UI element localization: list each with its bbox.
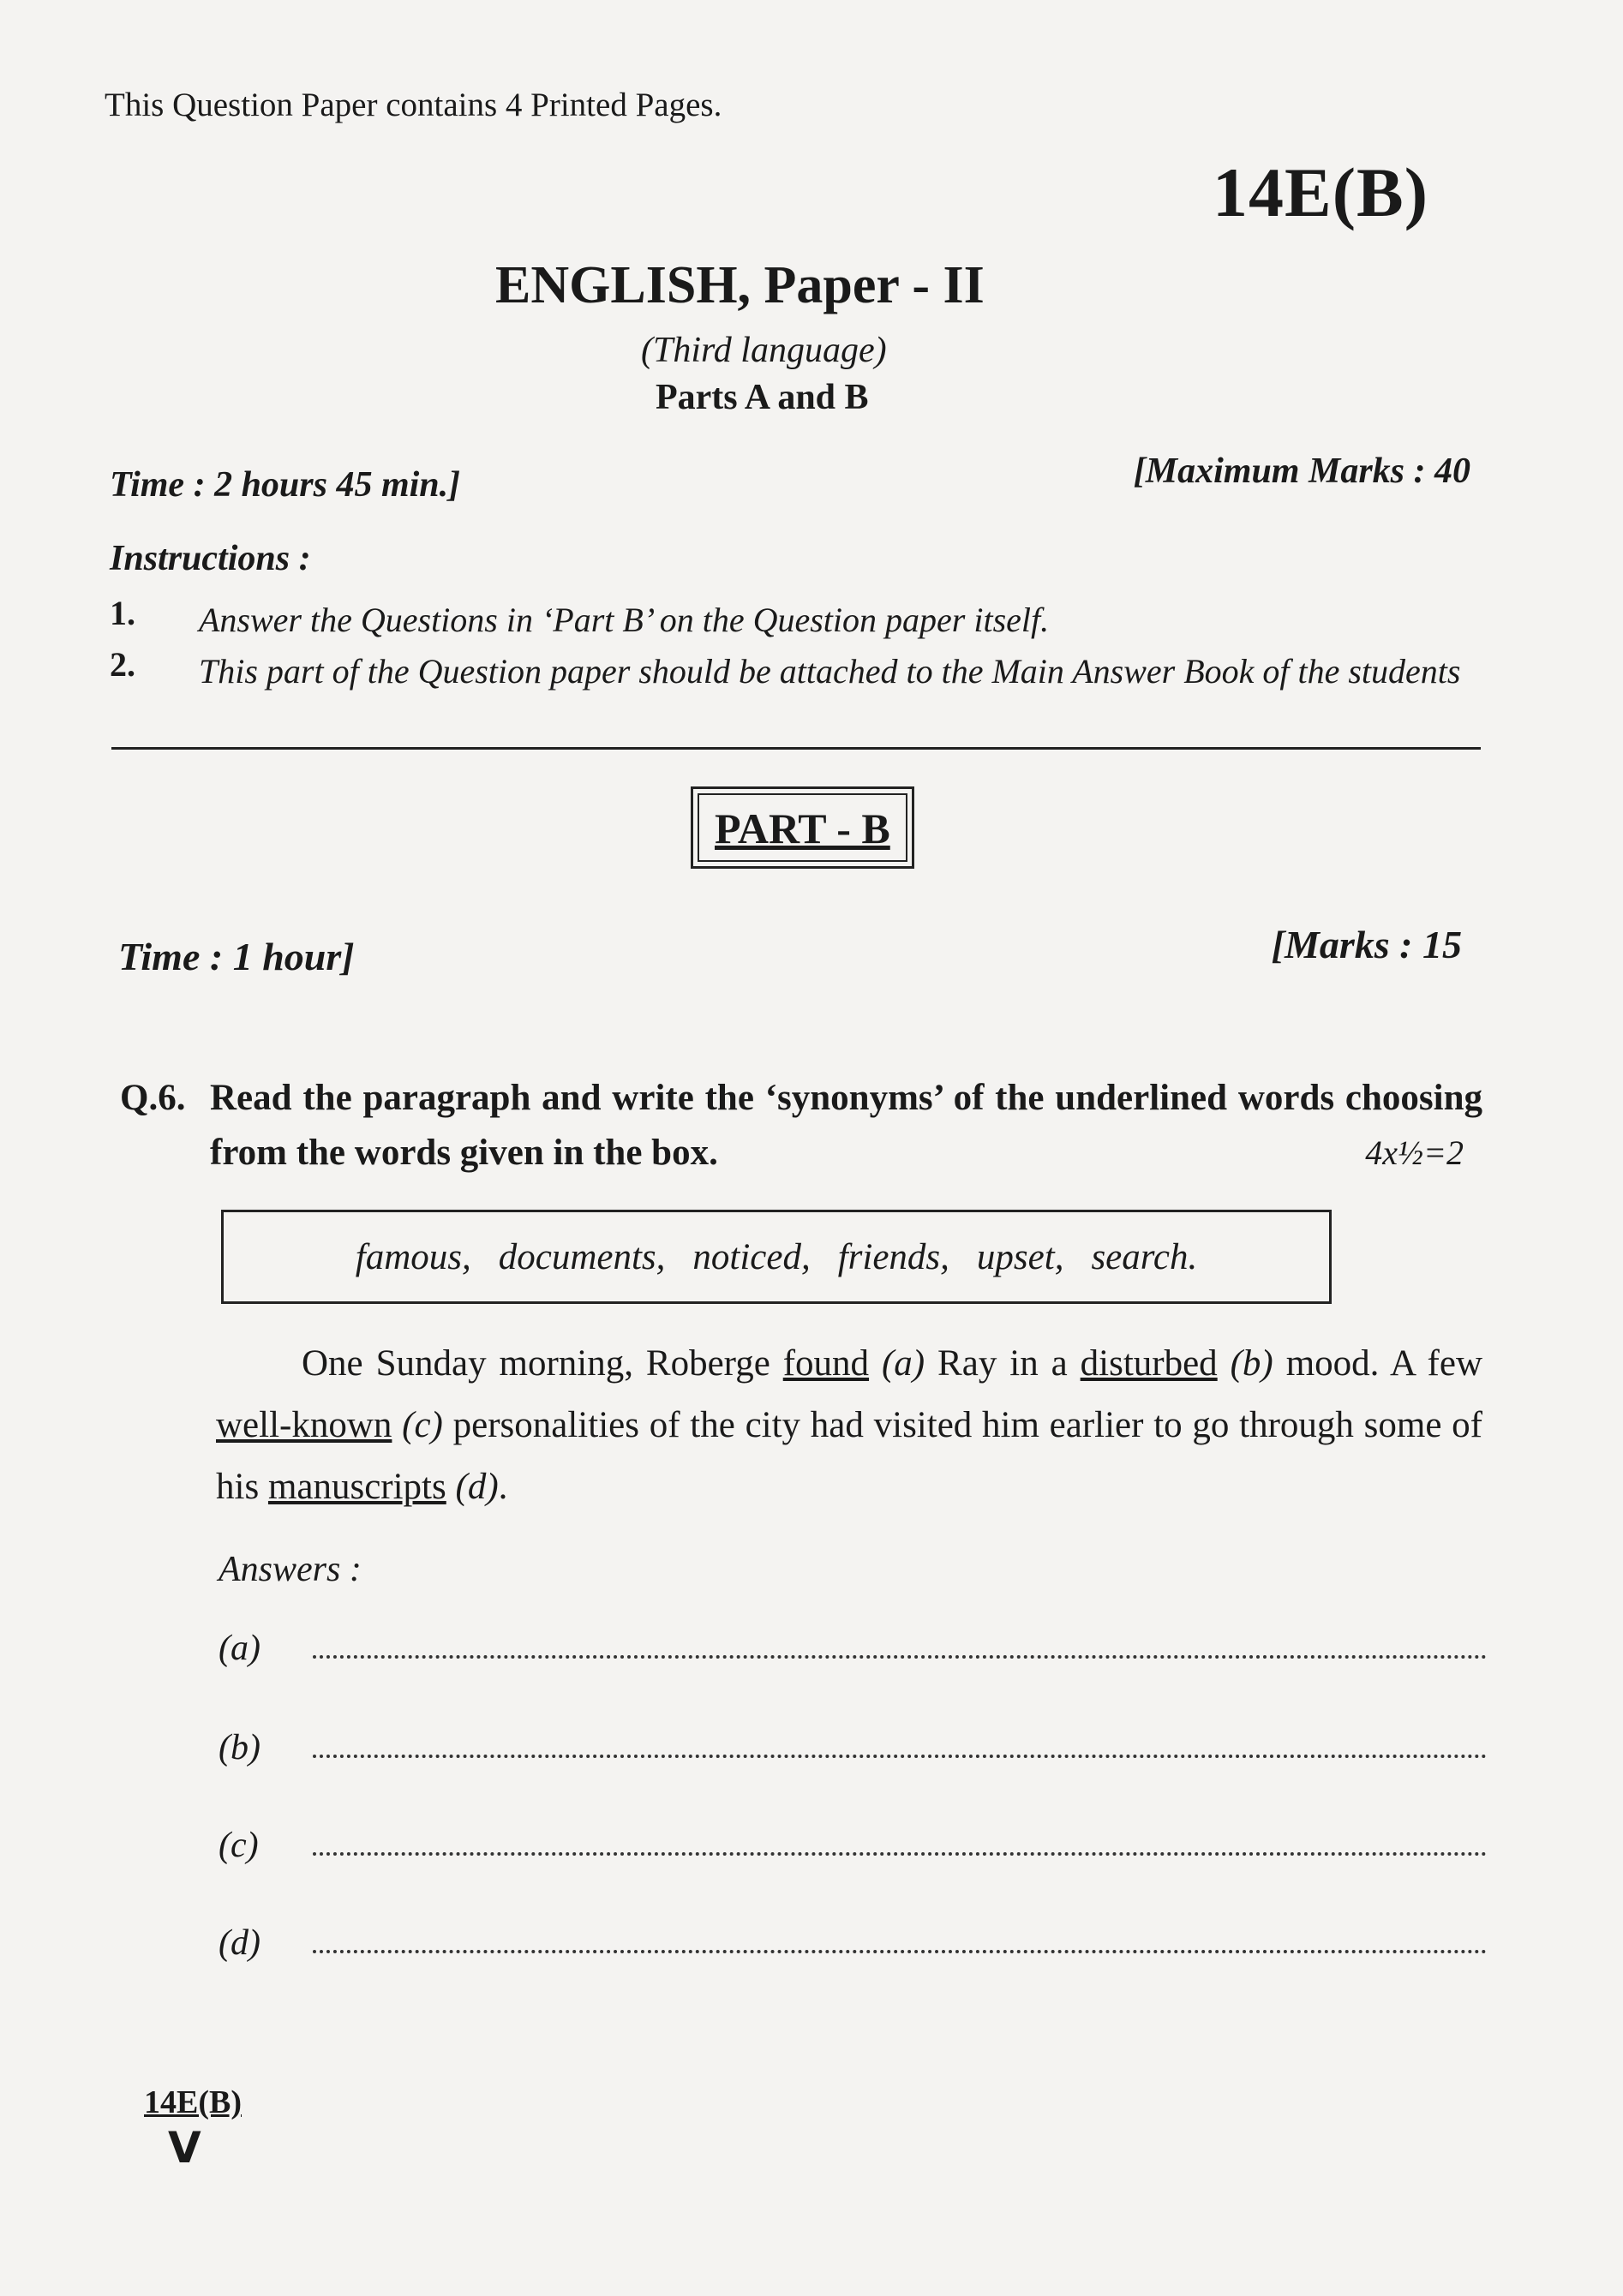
part-b-marks: [Marks : 15 [1271, 923, 1462, 966]
blank-marker-c: (c) [392, 1405, 443, 1445]
answer-label: (c) [219, 1826, 259, 1865]
underlined-word-a: found [782, 1343, 870, 1384]
box-word: noticed, [692, 1236, 811, 1277]
instruction-item [110, 644, 1481, 699]
paragraph-text: One Sunday morning, Roberge [302, 1343, 783, 1384]
paper-subtitle: (Third language) [641, 331, 887, 370]
part-b-time: Time : 1 hour] [118, 935, 355, 978]
answer-line-a[interactable] [219, 1628, 1487, 1669]
total-time: Time : 2 hours 45 min.] [110, 465, 461, 505]
box-word: documents, [498, 1236, 666, 1277]
underlined-word-b: disturbed [1080, 1343, 1218, 1384]
box-word: upset, [976, 1236, 1064, 1277]
box-word: famous, [355, 1236, 471, 1277]
underlined-word-d: manuscripts [267, 1467, 446, 1507]
answer-dotted-line[interactable] [313, 1655, 1487, 1659]
blank-marker-b: (b) [1217, 1343, 1273, 1384]
instruction-text: This part of the Question paper should be attached to the Main Answer Book of the students [199, 652, 1461, 691]
instruction-number: 2. [110, 645, 135, 684]
paper-parts: Parts A and B [656, 378, 869, 417]
question-paragraph [216, 1333, 1482, 1518]
footer-mark: V [168, 2123, 201, 2173]
answer-line-d[interactable] [219, 1922, 1487, 1964]
answer-label: (a) [219, 1629, 261, 1668]
answer-dotted-line[interactable] [313, 1852, 1487, 1856]
box-word: search. [1091, 1236, 1198, 1277]
answer-dotted-line[interactable] [313, 1950, 1487, 1953]
paper-code: 14E(B) [1213, 153, 1428, 231]
instruction-number: 1. [110, 594, 135, 632]
maximum-marks: [Maximum Marks : 40 [1133, 451, 1470, 491]
footer-paper-code: 14E(B) [144, 2084, 242, 2120]
question-text: Read the paragraph and write the ‘synonyms’ of the underlined words choosing from the words given in the box. [210, 1078, 1482, 1173]
paragraph-text: Ray in a [925, 1343, 1081, 1384]
instructions-heading: Instructions : [110, 539, 311, 578]
printed-pages-note: This Question Paper contains 4 Printed Pages. [105, 87, 722, 123]
paragraph-text: personalities of the city had visited him earlier to go through some of his [216, 1405, 1482, 1507]
answer-label: (d) [219, 1923, 261, 1963]
question-number: Q.6. [120, 1078, 186, 1118]
answer-line-b[interactable] [219, 1727, 1487, 1768]
answer-dotted-line[interactable] [313, 1755, 1487, 1758]
blank-marker-d: (d) [446, 1467, 499, 1507]
answer-label: (b) [219, 1728, 261, 1767]
divider [111, 747, 1481, 750]
answer-line-c[interactable] [219, 1825, 1487, 1866]
instruction-text: Answer the Questions in ‘Part B’ on the Question paper itself. [199, 601, 1050, 639]
paper-title: ENGLISH, Paper - II [495, 256, 985, 314]
instruction-item [110, 593, 1481, 648]
box-word: friends, [837, 1236, 949, 1277]
answers-label: Answers : [219, 1550, 362, 1589]
blank-marker-a: (a) [869, 1343, 925, 1384]
word-box [221, 1210, 1332, 1304]
question-6 [120, 1071, 1482, 1181]
paragraph-text: . [498, 1467, 508, 1507]
part-b-heading: PART - B [698, 793, 907, 862]
question-marks: 4x½=2 [1365, 1133, 1464, 1172]
paragraph-text: mood. A few [1273, 1343, 1483, 1384]
part-b-heading-box [691, 786, 914, 869]
underlined-word-c: well-known [216, 1405, 392, 1445]
